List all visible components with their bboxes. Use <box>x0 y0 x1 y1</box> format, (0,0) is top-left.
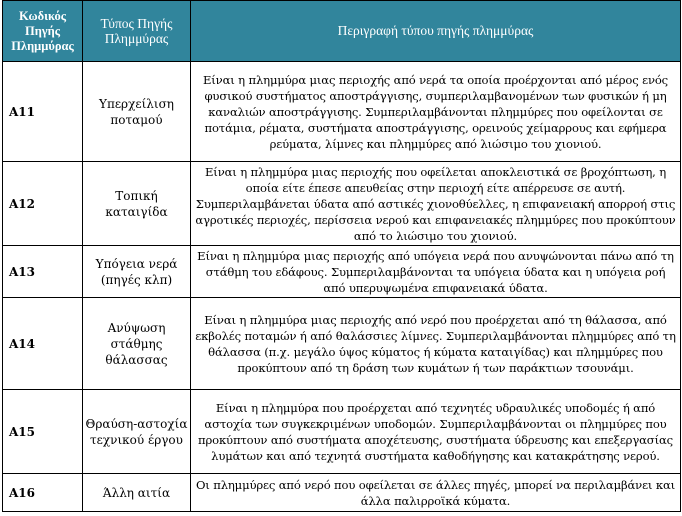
row-code: A11 <box>3 62 83 162</box>
row-type: Θραύση-αστοχία τεχνικού έργου <box>83 390 191 474</box>
row-code: A16 <box>3 474 83 512</box>
row-code: A15 <box>3 390 83 474</box>
header-description: Περιγραφή τύπου πηγής πλημμύρας <box>191 1 681 62</box>
header-type: Τύπος Πηγής Πλημμύρας <box>83 1 191 62</box>
table-row <box>3 298 681 390</box>
row-code: A14 <box>3 298 83 390</box>
header-code: Κωδικός Πηγής Πλημμύρας <box>3 1 83 62</box>
table-row <box>3 162 681 246</box>
row-code: A13 <box>3 246 83 298</box>
table-row <box>3 390 681 474</box>
row-description: Είναι η πλημμύρα μιας περιοχής από υπόγεια νερά που ανυψώνονται πάνω από τη στάθμη του εδάφους. Συμπεριλαμβάνονται τα υπόγεια ύδατα και η υπόγεια ροή από υπερυψωμένα επιφανειακά ύδατα. <box>191 246 681 298</box>
row-type: Υπόγεια νερά (πηγές κλπ) <box>83 246 191 298</box>
row-description: Είναι η πλημμύρα μιας περιοχής που οφείλεται αποκλειστικά σε βροχόπτωση, η οποία είτε έπεσε απευθείας στην περιοχή είτε απέρρευσε σε αυτή. Συμπεριλαμβάνεται ύδατα από αστικές χιονοθύελλες, η επιφανειακή απορροή στις αγροτικές περιοχές, περίσσεια νερού και επιφανειακές πλημμύρες που προκύπτουν από το λιώσιμο του χιονιού. <box>191 162 681 246</box>
row-type: Υπερχείλιση ποταμού <box>83 62 191 162</box>
row-type: Άλλη αιτία <box>83 474 191 512</box>
row-description: Είναι η πλημμύρα μιας περιοχής από νερό που προέρχεται από τη θάλασσα, από εκβολές ποταμών ή από θαλάσσιες λίμνες. Συμπεριλαμβάνονται πλημμύρες από τη θάλασσα (π.χ. μεγάλο ύψος κύματος ή κύματα καταιγίδας) και πλημμύρες που προκύπτουν από τη δράση των κυμάτων ή των παράκτιων τσουνάμι. <box>191 298 681 390</box>
row-type: Ανύψωση στάθμης θάλασσας <box>83 298 191 390</box>
row-code: A12 <box>3 162 83 246</box>
flood-source-table <box>2 0 681 512</box>
row-description: Είναι η πλημμύρα μιας περιοχής από νερά τα οποία προέρχονται από μέρος ενός φυσικού συστήματος αποστράγγισης, συμπεριλαμβανομένων των φυσικών ή μη καναλιών αποστράγγισης. Συμπεριλαμβάνονται πλημμύρες που οφείλονται σε ποτάμια, ρέματα, συστήματα αποστράγγισης, ορεινούς χείμαρρους και εφήμερα ρεύματα, λίμνες και πλημμύρες από λιώσιμο του χιονιού. <box>191 62 681 162</box>
table-row <box>3 62 681 162</box>
table-row <box>3 474 681 512</box>
table-row <box>3 246 681 298</box>
row-description: Οι πλημμύρες από νερό που οφείλεται σε άλλες πηγές, μπορεί να περιλαμβάνει και άλλα παλιρροϊκά κύματα. <box>191 474 681 512</box>
row-description: Είναι η πλημμύρα που προέρχεται από τεχνητές υδραυλικές υποδομές ή από αστοχία των συγκεκριμένων υποδομών. Συμπεριλαμβάνονται οι πλημμύρες που προκύπτουν από συστήματα αποχέτευσης, συστήματα ύδρευσης και επεξεργασίας λυμάτων και από τεχνητά συστήματα καθοδήγησης και κατακράτησης νερού. <box>191 390 681 474</box>
row-type: Τοπική καταιγίδα <box>83 162 191 246</box>
table-header-row <box>3 1 681 62</box>
